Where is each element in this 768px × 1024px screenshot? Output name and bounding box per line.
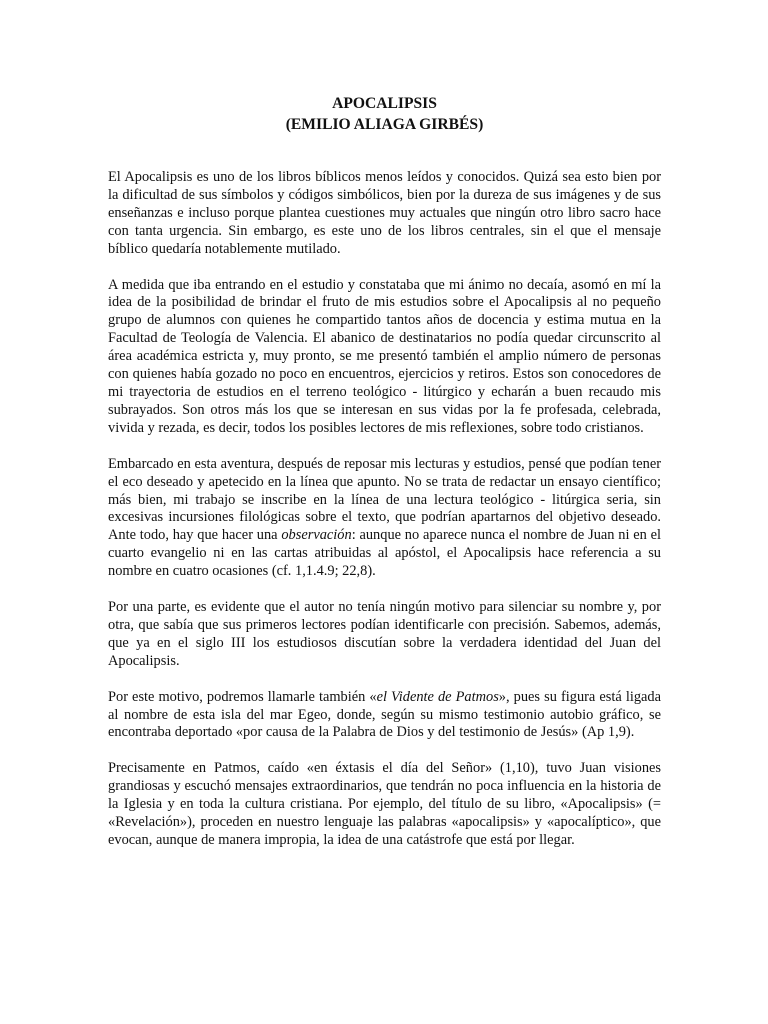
paragraph-2: A medida que iba entrando en el estudio y constataba que mi ánimo no decaía, asomó en mí la idea de la posibilidad de brindar el fruto de mis estudios sobre el Apocalipsis al no pequeño grupo de alumnos con quienes he compartido tantos años de docencia y estima mutua en la Facultad de Teología de Valencia. El abanico de destinatarios no podía quedar circunscrito al área académica estricta y, muy pronto, se me presentó también el amplio número de personas con quienes había gozado no poco en encuentros, ejercicios y retiros. Estos son conocedores de mi trayectoria de estudios en el terreno teológico - litúrgico y echarán a buen recaudo mis subrayados. Son otros más los que se interesan en sus vidas por la fe profesada, celebrada, vivida y rezada, es decir, todos los posibles lectores de mis reflexiones, sobre todo cristianos.	[108, 276, 661, 436]
title-line-2: (EMILIO ALIAGA GIRBÉS)	[285, 116, 484, 133]
paragraph-4: Por una parte, es evidente que el autor no tenía ningún motivo para silenciar su nombre y, por otra, que sabía que sus primeros lectores podían identificarle con precisión. Sabemos, además, que ya en el siglo III los estudiosos discutían sobre la verdadera identidad del Juan del Apocalipsis.	[108, 599, 661, 669]
paragraph-5	[108, 689, 661, 743]
paragraph-6: Precisamente en Patmos, caído «en éxtasis el día del Señor» (1,10), tuvo Juan visiones grandiosas y escuchó mensajes extraordinarios, que tendrán no poca influencia en la historia de la Iglesia y en toda la cultura cristiana. Por ejemplo, del título de su libro, «Apocalipsis» (= «Revelación»), proceden en nuestro lenguaje las palabras «apocalipsis» y «apocalíptico», que evocan, aunque de manera impropia, la idea de una catástrofe que está por llegar.	[108, 760, 661, 848]
title-line-1: APOCALIPSIS	[332, 95, 437, 112]
paragraph-5-text-a: Por este motivo, podremos llamarle también «	[108, 688, 377, 705]
paragraph-5-emphasis: el Vidente de Patmos	[376, 688, 499, 705]
paragraph-3	[108, 456, 661, 581]
paragraph-5-text-b: », pues su figura está ligada al nombre de esta isla del mar Egeo, donde, según su mismo testimonio autobio gráfico, se encontraba deportado «por causa de la Palabra de Dios y del testimonio de Jesús» (Ap 1,9).	[108, 688, 661, 741]
document-title	[108, 93, 661, 135]
paragraph-3-text-a: Embarcado en esta aventura, después de reposar mis lecturas y estudios, pensé que podían tener el eco deseado y apetecido en la línea que apunto. No se trata de redactar un ensayo científico; más bien, mi trabajo se inscribe en la línea de una lectura teológico - litúrgica seria, sin excesivas incursiones filológicas sobre el texto, que podrían apartarnos del objetivo deseado. Ante todo, hay que hacer una	[108, 455, 661, 544]
document-page	[108, 93, 661, 868]
paragraph-1: El Apocalipsis es uno de los libros bíblicos menos leídos y conocidos. Quizá sea esto bien por la dificultad de sus símbolos y códigos simbólicos, bien por la dureza de sus imágenes y de sus enseñanzas e incluso porque plantea cuestiones muy actuales que ningún otro libro sacro hace con tanta urgencia. Sin embargo, es este uno de los libros centrales, sin el que el mensaje bíblico quedaría notablemente mutilado.	[108, 169, 661, 257]
paragraph-3-emphasis: observación	[281, 527, 352, 544]
paragraph-3-text-b: : aunque no aparece nunca el nombre de Juan ni en el cuarto evangelio ni en las cartas atribuidas al apóstol, el Apocalipsis hace referencia a su nombre en cuatro ocasiones (cf. 1,1.4.9; 22,8).	[108, 527, 661, 580]
